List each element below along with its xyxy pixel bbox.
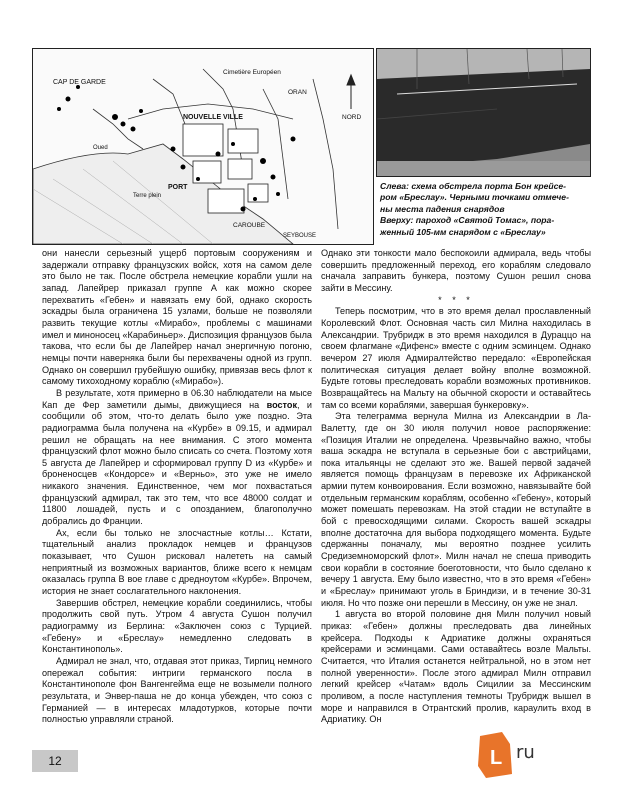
paragraph: Адмирал не знал, что, отдавая этот приказ, Тирпиц немного опережал события: интриги германского посла в Константинополе фон Вангенгейма еще не возымели полного результата, и Энвер-паша не до конца убежден, что союз с Германией — в интересах младотурков, которые почти полностью управляли страной. bbox=[42, 655, 312, 725]
map-label-north: NORD bbox=[342, 114, 362, 121]
paragraph bbox=[42, 388, 312, 528]
paragraph-text: , и сообщили об этом, что-то делать было уже поздно. Эта радиограмма была получена на «Курбе» в 09.15, и адмирал решил не обращать на нее внимания. С этого момента французский флот можно было списать со счета. Поэтому хотя 5 августа де Лапейрер и сформировал группу D из «Курбе» и броненосцев «Кондорсе» и «Верньо», это уже не имело никакого значения. Единственное, чем мог похвастаться французский адмирал, так это тем, что все 48000 солдат и 11800 лошадей, пусть и с опозданием, благополучно добрались до Франции. bbox=[42, 399, 313, 527]
watermark-site-text: ru bbox=[516, 742, 535, 763]
right-text-column bbox=[321, 248, 591, 726]
figure-caption bbox=[380, 181, 588, 238]
map-label-cemetery: Cimetière Européen bbox=[223, 69, 281, 76]
paragraph-text: В результате, хотя примерно в 06.30 наблюдатели на мысе Кап де Фер заметили дымы, движущиеся на bbox=[42, 387, 312, 410]
map-label-new-town: NOUVELLE VILLE bbox=[183, 114, 243, 121]
paragraph: Завершив обстрел, немецкие корабли соединились, чтобы продолжить свой путь. Утром 4 августа Сушон получил радиограмму из Берлина: «Заключен союз с Турцией. «Гебену» и «Бреслау» немедленно следовать в Константинополь». bbox=[42, 597, 312, 655]
paragraph: 1 августа во второй половине дня Милн получил новый приказ: «Гебен» должны преследовать два линейных крейсера. Подходы к Адриатике должны охраняться крейсерами и эсминцами. Сами оставайтесь возле Мальты. Считается, что Италия останется нейтральной, но в этом нет полной уверенности». После этого адмирал Милн отправил легкий крейсер «Чатам» вдоль Сицилии за Мессинским проливом, а после наступления темноты Трубридж вышел в море и направился в Отрантский пролив, караулить вход в Адриатику. Он bbox=[321, 609, 591, 725]
watermark-logo-letter: L bbox=[490, 747, 503, 769]
caption-line: ром «Бреслау». Черными точками отмече- bbox=[380, 192, 569, 203]
caption-line: Вверху: пароход «Святой Томас», пора- bbox=[380, 215, 555, 226]
caption-line: женный 105-мм снарядом с «Бреслау» bbox=[380, 226, 546, 237]
section-separator: * * * bbox=[438, 294, 474, 305]
watermark-logo-icon bbox=[476, 730, 516, 780]
map-label-oued: Oued bbox=[93, 145, 108, 151]
steamer-photo bbox=[376, 48, 591, 177]
map-drawing bbox=[33, 49, 373, 244]
map-label-oran: ORAN bbox=[288, 89, 307, 96]
map-label-cap: CAP DE GARDE bbox=[53, 79, 106, 86]
steamer-photo-drawing bbox=[377, 49, 590, 176]
paragraph: Ах, если бы только не злосчастные котлы… Кстати, тщательный анализ прокладок немцев и французов показывает, что Сушон рисковал налететь на самый неприятный из возможных вариантов, ближе всего к немцам оказалась группа В вое главе с дредноутом «Курбе». Впрочем, история не знает сослагательного наклонения. bbox=[42, 527, 312, 597]
map-label-terre-plein: Terre plein bbox=[133, 193, 162, 199]
paragraph: они нанесли серьезный ущерб портовым сооружениям и задержали отправку французских войск, хотя на самом деле это было не так. После обстрела немецкие корабли ушли на запад. Лапейрер приказал группе А как можно скорее перехватить «Гебен» и навязать ему бой, однако скорость эскадры была ограничена 15 узлами, больше не позволяли развить текущие котлы «Мирабо», проблемы с машинами имел и миноносец «Карабиньер». Диспозиция французов была таковa, что если бы де Лапейрер начал энергичную погоню, немцы почти наверняка были бы перехвачены одной из групп. Однако он совершил грубейшую ошибку, привязав весь флот к самому тихоходному кораблю («Мирабо»). bbox=[42, 248, 312, 387]
map-label-port: PORT bbox=[168, 184, 188, 191]
page-number: 12 bbox=[32, 750, 78, 772]
left-text-column bbox=[42, 248, 312, 726]
paragraph: Однако эти тонкости мало беспокоили адмирала, ведь чтобы совершить предложенный переход, его кораблям следовало сначала заправить бункера, поэтому Сушон решил снова зайти в Мессину. bbox=[321, 248, 591, 293]
paragraph: Эта телеграмма вернула Милна из Александрии в Ла-Валетту, где он 30 июля получил новое распоряжение: «Позиция Италии не определена. Чрезвычайно важно, чтобы ваша эскадра не вступала в серьезные бои с австрийцами, пока итальянцы не сделают это же. Вашей первой задачей является помощь французам в перевозке их Африканской армии путем конвоирования. Если возможно, навязывайте бой отдельным германским кораблям, особенно «Гебену», который может помешать перевозкам. На этой стадии не вступайте в бой с превосходящими силами. Скорость вашей эскадры вполне достаточна для выбора подходящего момента. Будьте сдержанны поначалу, мы вероятно позднее усилить Средиземноморский флот». Милн начал не спеша приводить свои корабли в состояние боеготовности, что было сделано к вечеру 1 августа. Ему было известно, что в это время «Гебен» и «Бреслау» принимают уголь в Бриндизи, и в течение 30-31 июля. Но что позже они перешли в Мессину, он уже не знал. bbox=[321, 411, 591, 608]
map-label-caroube: CAROUBE bbox=[233, 222, 266, 229]
map-label-seybouse: SEYBOUSE bbox=[283, 233, 317, 239]
paragraph: Теперь посмотрим, что в это время делал прославленный Королевский Флот. Основная часть сил Милна находилась в Александрии. Трубридж в это время находился в Дураццо на своем флагмане «Дифенс» вместе с одним эсминцем. Однако вечером 27 июля Адмиралтейство передало: «Европейская политическая ситуация делает войну вполне возможной. Будьте готовы преследовать корабли возможных противников. Возвращайтесь на Мальту на обычной скорости и оставайтесь там со всеми кораблями, завершая бункеровку». bbox=[321, 306, 591, 410]
caption-line: ны места падения снарядов bbox=[380, 203, 505, 214]
caption-line: Слева: схема обстрела порта Бон крейсе- bbox=[380, 181, 567, 191]
bold-word: восток bbox=[266, 399, 297, 410]
bone-port-bombardment-map bbox=[32, 48, 374, 245]
